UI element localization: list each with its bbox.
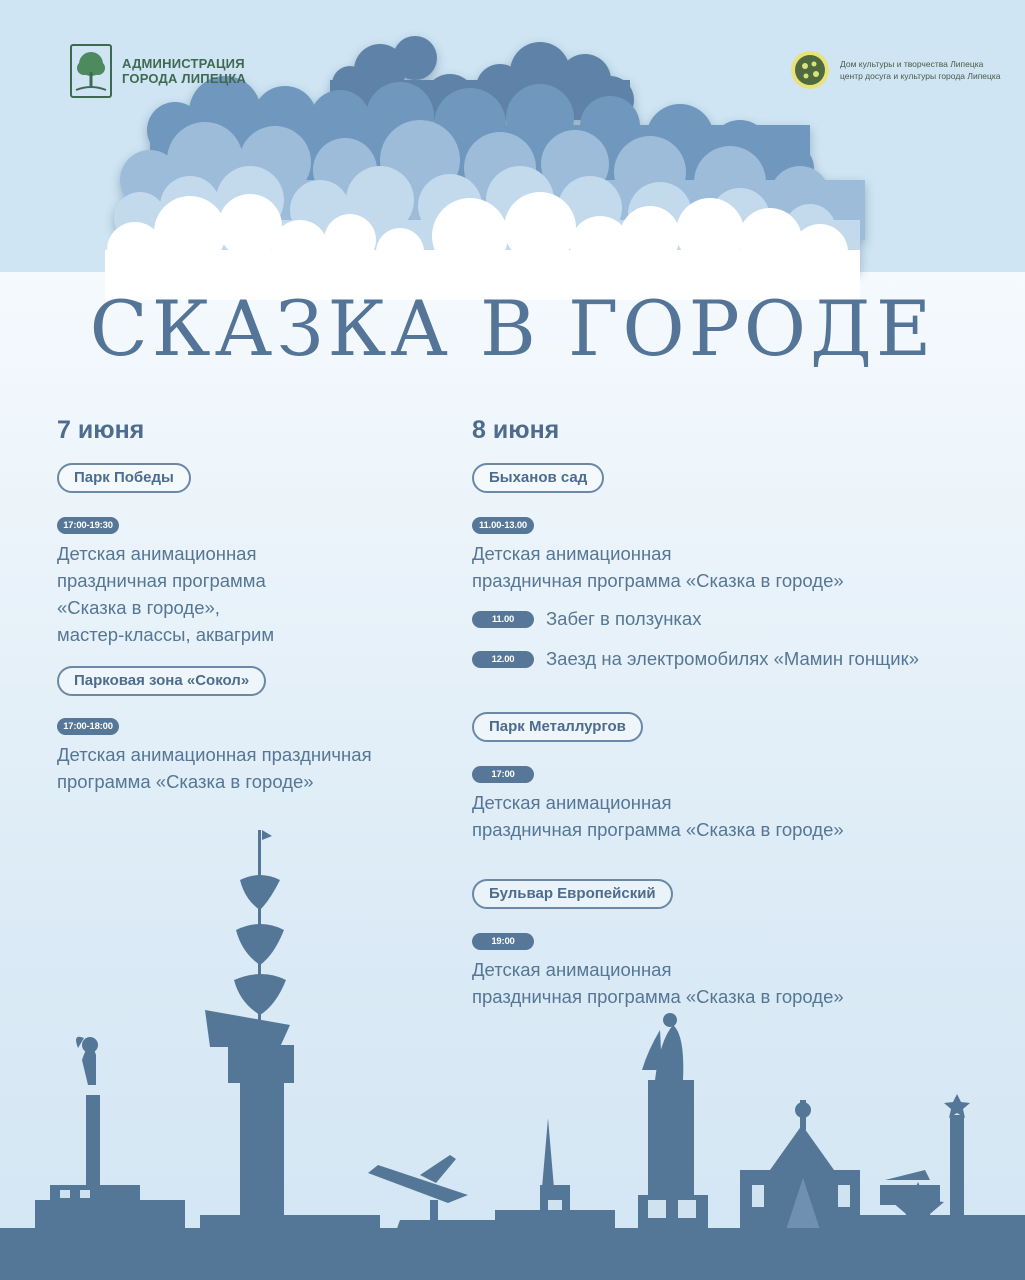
venue-block (472, 463, 992, 670)
desc-line: программа «Сказка в городе» (57, 771, 314, 792)
time-badge: 12.00 (472, 651, 534, 668)
sub-event (472, 608, 992, 630)
venue-pill: Парковая зона «Сокол» (57, 666, 266, 696)
venue-block (57, 666, 447, 795)
event-description (57, 540, 447, 648)
desc-line: праздничная программа (57, 570, 266, 591)
venue-pill: Бульвар Европейский (472, 879, 673, 909)
venue-pill: Парк Победы (57, 463, 191, 493)
logo-left-line2: ГОРОДА ЛИПЕЦКА (122, 71, 247, 86)
desc-line: Детская анимационная (472, 543, 672, 564)
desc-line: Детская анимационная праздничная (57, 744, 372, 765)
page-title: СКАЗКА В ГОРОДЕ (89, 284, 936, 373)
date-heading: 8 июня (472, 416, 560, 444)
logo-right-line2: центр досуга и культуры города Липецка (840, 71, 1001, 81)
desc-line: мастер-классы, аквагрим (57, 624, 275, 645)
venue-pill: Быханов сад (472, 463, 604, 493)
desc-line: Детская анимационная (472, 959, 672, 980)
event-description (472, 540, 992, 594)
city-skyline-illustration (0, 820, 1025, 1280)
desc-line: Детская анимационная (57, 543, 257, 564)
tree-emblem-icon (70, 44, 112, 98)
date-heading: 7 июня (57, 416, 145, 444)
sub-event (472, 648, 992, 670)
round-emblem-icon (790, 50, 830, 90)
venue-block (57, 463, 447, 648)
sub-event-text: Забег в ползунках (546, 608, 702, 629)
desc-line: Детская анимационная (472, 792, 672, 813)
event-description (57, 741, 447, 795)
desc-line: праздничная программа «Сказка в городе» (472, 570, 844, 591)
logo-left-line1: АДМИНИСТРАЦИЯ (122, 56, 245, 71)
venue-pill: Парк Металлургов (472, 712, 643, 742)
time-badge: 17:00-18:00 (57, 718, 119, 735)
time-badge: 11.00-13.00 (472, 517, 534, 534)
time-badge: 19:00 (472, 933, 534, 950)
time-badge: 17:00 (472, 766, 534, 783)
desc-line: «Сказка в городе», (57, 597, 220, 618)
time-badge: 11.00 (472, 611, 534, 628)
schedule-day-1 (57, 416, 447, 795)
culture-center-logo (790, 50, 1000, 90)
administration-logo (70, 44, 246, 98)
logo-right-line1: Дом культуры и творчества Липецка (840, 59, 984, 69)
sub-event-text: Заезд на электромобилях «Мамин гонщик» (546, 648, 919, 669)
desc-line: праздничная программа «Сказка в городе» (472, 986, 844, 1007)
desc-line: праздничная программа «Сказка в городе» (472, 819, 844, 840)
time-badge: 17:00-19:30 (57, 517, 119, 534)
